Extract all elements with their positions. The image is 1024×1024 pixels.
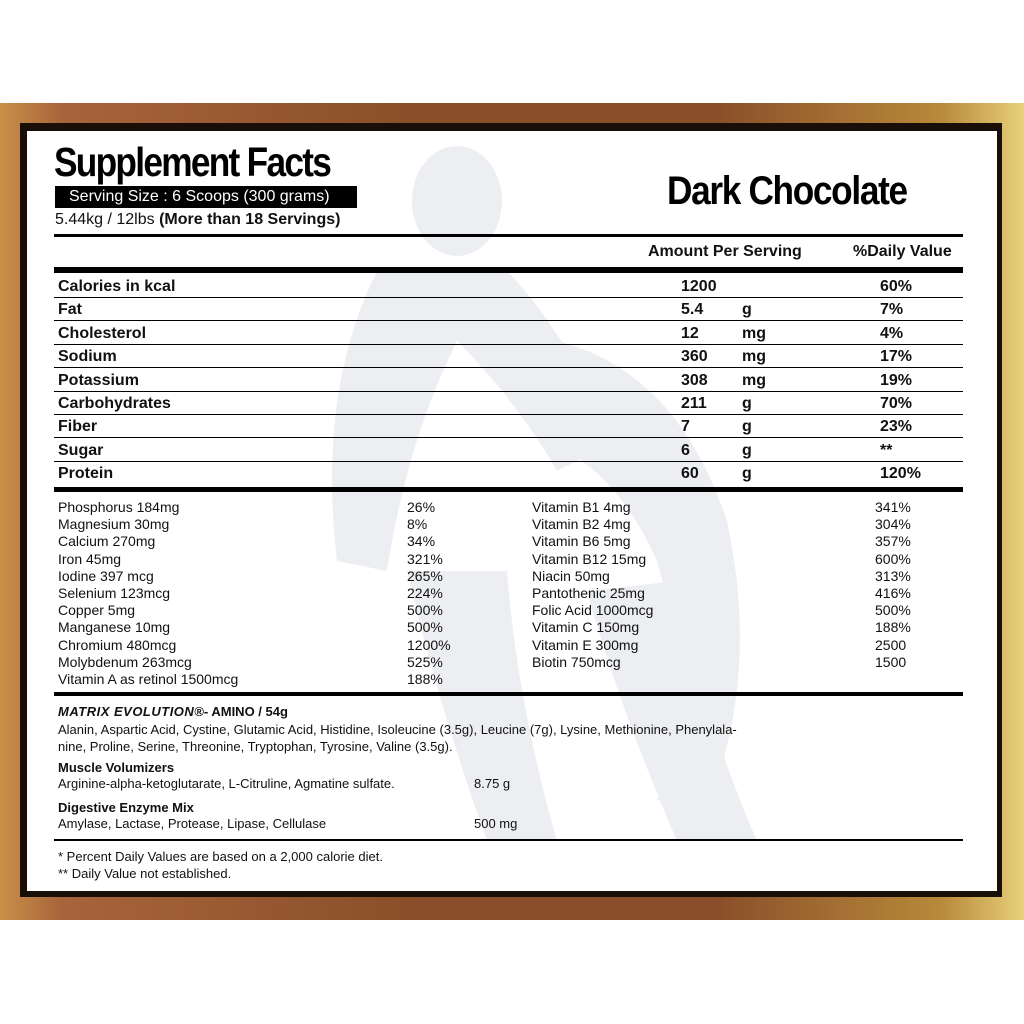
- mineral-name: Vitamin A as retinol 1500mcg: [58, 671, 239, 687]
- vitamin-name: Folic Acid 1000mcg: [532, 602, 654, 619]
- macro-row: [54, 462, 963, 485]
- macro-name: Fiber: [58, 418, 98, 436]
- footnote-daily-values: * Percent Daily Values are based on a 2,000 calorie diet.: [58, 849, 383, 864]
- daily-value-header: %Daily Value: [853, 243, 952, 260]
- macro-amount: 360: [681, 348, 708, 366]
- macro-row: [54, 415, 963, 438]
- mineral-daily-value: 500%: [407, 619, 443, 636]
- vitamin-name: Vitamin C 150mg: [532, 619, 640, 636]
- vitamin-daily-value: 313%: [875, 567, 911, 584]
- macro-row: [54, 322, 963, 345]
- enzymes-title: Digestive Enzyme Mix: [58, 800, 194, 815]
- macro-amount: 60: [681, 465, 699, 483]
- macro-amount: 6: [681, 441, 690, 459]
- macro-unit: g: [742, 301, 752, 319]
- mineral-name: Calcium 270mg: [58, 533, 156, 550]
- macro-daily-value: 7%: [880, 301, 904, 319]
- mineral-name: Chromium 480mcg: [58, 636, 177, 653]
- macro-daily-value: 23%: [880, 418, 913, 436]
- vitamin-name: Vitamin E 300mg: [532, 636, 639, 653]
- rule-footnotes: [54, 839, 963, 841]
- facts-title: Supplement Facts: [54, 139, 331, 185]
- macro-unit: mg: [742, 348, 766, 366]
- mineral-daily-value: 188%: [407, 671, 443, 687]
- macro-name: Carbohydrates: [58, 395, 171, 412]
- servings-text: (More than 18 Servings): [159, 211, 341, 228]
- macro-daily-value: 4%: [880, 324, 904, 342]
- vitamin-daily-value: 341%: [875, 499, 911, 515]
- mineral-daily-value: 34%: [407, 533, 436, 550]
- macro-name: Sodium: [58, 348, 117, 366]
- macro-daily-value: 60%: [880, 278, 913, 295]
- vitamin-daily-value: 600%: [875, 550, 911, 567]
- vitamin-name: Vitamin B2 4mg: [532, 516, 631, 533]
- macro-daily-value: 120%: [880, 465, 921, 483]
- mineral-daily-value: 1200%: [407, 636, 451, 653]
- macro-amount: 308: [681, 371, 708, 389]
- volumizers-amount: 8.75 g: [474, 776, 511, 791]
- rule-vitamins-end: [54, 692, 963, 696]
- mineral-daily-value: 265%: [407, 567, 443, 584]
- vitamin-daily-value: 416%: [875, 585, 911, 601]
- mineral-daily-value: 224%: [407, 585, 443, 601]
- vitamin-daily-value: 1500: [875, 653, 907, 670]
- macro-row: [54, 345, 963, 368]
- flavor-name: Dark Chocolate: [667, 169, 907, 213]
- mineral-daily-value: 321%: [407, 550, 443, 567]
- macro-row: [54, 298, 963, 321]
- enzymes-amount: 500 mg: [474, 816, 518, 831]
- macro-name: Fat: [58, 301, 82, 319]
- vitamin-name: Niacin 50mg: [532, 567, 610, 584]
- mineral-daily-value: 525%: [407, 653, 443, 670]
- macro-daily-value: 19%: [880, 371, 913, 389]
- vitamin-daily-value: 304%: [875, 516, 911, 533]
- mineral-name: Magnesium 30mg: [58, 516, 170, 533]
- mineral-daily-value: 8%: [407, 516, 428, 533]
- vitamin-name: Vitamin B6 5mg: [532, 533, 631, 550]
- vitamin-daily-value: 357%: [875, 533, 911, 550]
- macro-amount: 1200: [681, 278, 717, 295]
- mineral-daily-value: 500%: [407, 602, 443, 619]
- vitamin-daily-value: 2500: [875, 636, 907, 653]
- mineral-name: Iodine 397 mcg: [58, 567, 154, 584]
- amino-list-line1: Alanin, Aspartic Acid, Cystine, Glutamic Acid, Histidine, Isoleucine (3.5g), Leucine (7g), Lysine, Methionine, Phenylala-: [58, 722, 737, 737]
- footnote-not-established: ** Daily Value not established.: [58, 866, 232, 881]
- volumizers-text: Arginine-alpha-ketoglutarate, L-Citruline, Agmatine sulfate.: [58, 776, 395, 791]
- package-weight: [55, 211, 340, 229]
- amino-suffix: ®- AMINO / 54g: [194, 704, 288, 719]
- macro-name: Sugar: [58, 441, 104, 459]
- volumizers-title: Muscle Volumizers: [58, 760, 175, 775]
- macro-amount: 7: [681, 418, 690, 436]
- vitamin-name: Pantothenic 25mg: [532, 585, 645, 601]
- macro-unit: mg: [742, 371, 766, 389]
- rule-header: [54, 267, 963, 273]
- rule-macros-end: [54, 487, 963, 492]
- macro-amount: 5.4: [681, 301, 704, 319]
- brand-logo-text: MATRIX EVOLUTION: [58, 704, 195, 719]
- macro-row: [54, 369, 963, 392]
- rule-top: [54, 234, 963, 237]
- macro-unit: g: [742, 465, 752, 483]
- macro-name: Potassium: [58, 371, 139, 389]
- mineral-name: Iron 45mg: [58, 550, 122, 567]
- vitamin-name: Biotin 750mcg: [532, 653, 621, 670]
- amino-heading: [58, 704, 288, 719]
- mineral-name: Phosphorus 184mg: [58, 499, 180, 515]
- macro-name: Cholesterol: [58, 324, 147, 342]
- macro-daily-value: 17%: [880, 348, 913, 366]
- mineral-name: Selenium 123mcg: [58, 585, 171, 601]
- macro-unit: mg: [742, 324, 766, 342]
- mineral-name: Copper 5mg: [58, 602, 136, 619]
- mineral-daily-value: 26%: [407, 499, 436, 515]
- macro-row: [54, 392, 963, 415]
- vitamin-daily-value: 188%: [875, 619, 911, 636]
- vitamin-daily-value: 500%: [875, 602, 911, 619]
- macro-amount: 12: [681, 324, 699, 342]
- supplement-facts-panel: [27, 131, 997, 891]
- amino-list-line2: nine, Proline, Serine, Threonine, Tryptophan, Tyrosine, Valine (3.5g).: [58, 739, 453, 754]
- vitamin-name: Vitamin B12 15mg: [532, 550, 647, 567]
- macro-unit: g: [742, 441, 752, 459]
- macro-unit: g: [742, 418, 752, 436]
- mineral-name: Manganese 10mg: [58, 619, 171, 636]
- macro-daily-value: 70%: [880, 395, 913, 412]
- enzymes-text: Amylase, Lactase, Protease, Lipase, Cellulase: [58, 816, 327, 831]
- macro-row: [54, 275, 963, 298]
- mineral-name: Molybdenum 263mcg: [58, 653, 192, 670]
- macro-unit: g: [742, 395, 752, 412]
- macro-daily-value: **: [880, 441, 893, 459]
- macro-name: Protein: [58, 465, 114, 483]
- amount-header: Amount Per Serving: [648, 243, 802, 260]
- vitamin-name: Vitamin B1 4mg: [532, 499, 631, 515]
- weight-text: 5.44kg / 12lbs: [55, 211, 155, 228]
- macro-row: [54, 439, 963, 462]
- serving-size-banner: Serving Size : 6 Scoops (300 grams): [55, 186, 357, 208]
- macro-amount: 211: [681, 395, 707, 412]
- macro-name: Calories in kcal: [58, 278, 176, 295]
